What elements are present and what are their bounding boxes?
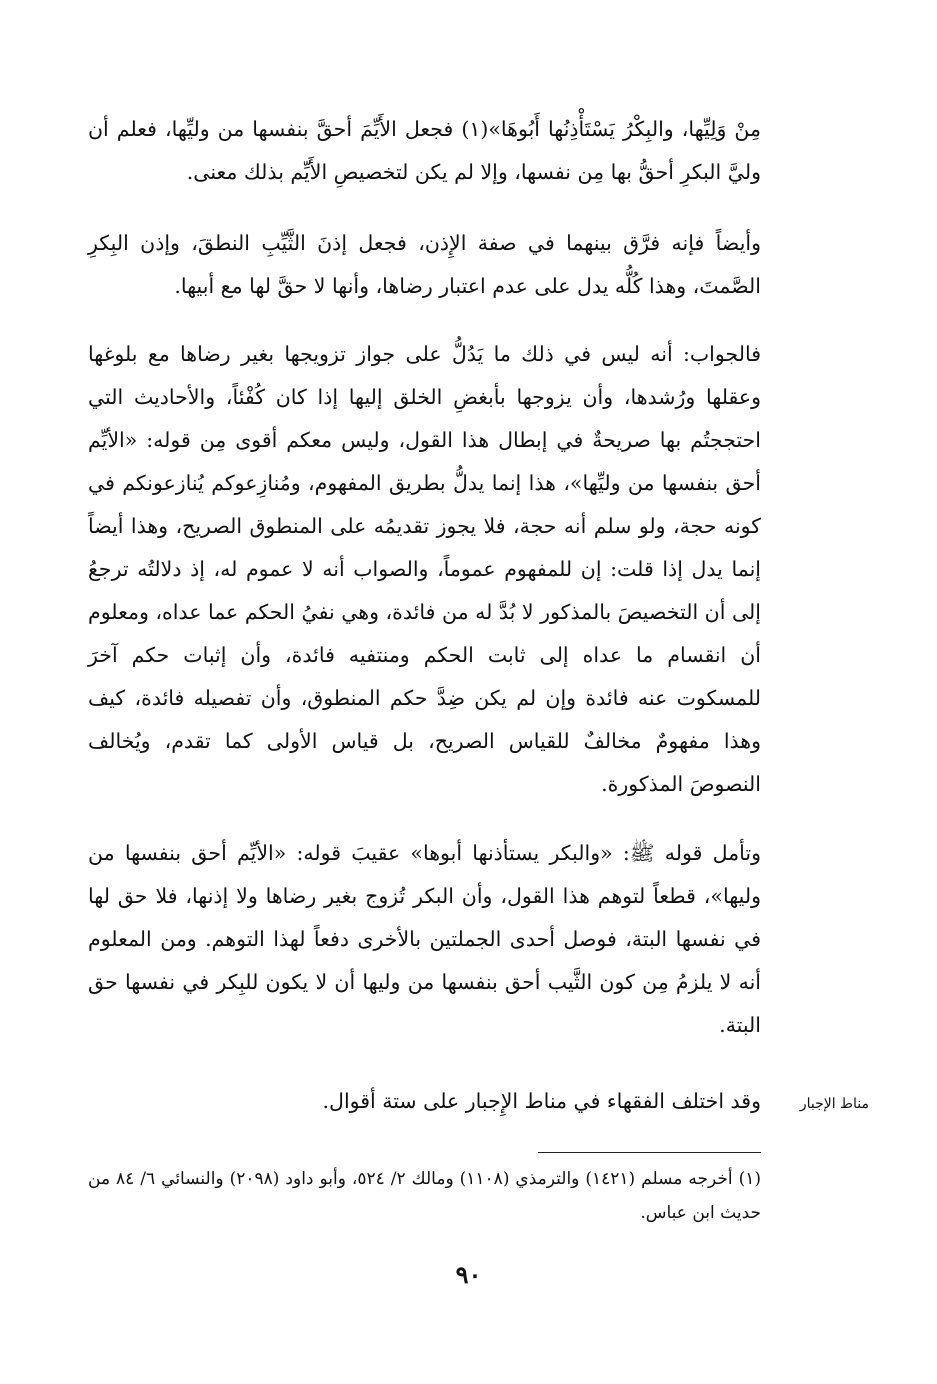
footnote: (١) أخرجه مسلم (١٤٢١) والترمذي (١١٠٨) ومالك ٢/ ٥٢٤، وأبو داود (٢٠٩٨) والنسائي ٦/ ٨٤ من حديث ابن عباس.: [88, 1169, 761, 1223]
paragraph: مِنْ وَلِيِّها، والبِكْرُ يَسْتَأْذِنُها أَبُوهَا»(١) فجعل الأَيِّمَ أحقَّ بنفسها من وليِّها، فعلم أن وليَّ البكرِ أحقُّ بها مِن نفسها، وإلا لم يكن لتخصيصِ الأَيِّم بذلك معنى.: [88, 117, 762, 184]
paragraph: وتأمل قوله ﷺ: «والبكر يستأذنها أبوها» عقيبَ قوله: «الأيِّم أحق بنفسها من وليها»، قطعاً لتوهم هذا القول، وأن البكر تُزوج بغير رضاها ولا إذنها، فلا حق لها في نفسها البتة، فوصل أحدى الجملتين بالأخرى دفعاً لهذا التوهم. ومن المعلوم أنه لا يلزمُ مِن كون الثَّيب أحق بنفسها من وليها أن لا يكون للبِكر في نفسها حق البتة.: [88, 841, 761, 1037]
paragraph: وقد اختلف الفقهاء في مناط الإِجبار على ستة أقوال.: [322, 1089, 761, 1113]
page-number: ٩٠: [455, 1260, 482, 1289]
footnote-divider: [538, 1152, 761, 1153]
paragraph: وأيضاً فإنه فرَّق بينهما في صفة الإِذن، فجعل إذنَ الثَّيِّبِ النطقَ، وإذن البِكرِ الصَّمتَ، وهذا كُلُّه يدل على عدم اعتبار رضاها، وأنها لا حقَّ لها مع أبيها.: [88, 231, 761, 298]
margin-note: مناط الإجبار: [799, 1096, 869, 1112]
paragraph: فالجواب: أنه ليس في ذلك ما يَدُلُّ على جواز تزويجها بغير رضاها مع بلوغها وعقلها ورُشدها، وأن يزوجها بأبغضِ الخلق إليها إذا كان كُفْئاً، والأحاديث التي احتججتُم بها صريحةٌ في إبطال هذا القول، وليس معكم أقوى مِن قوله: «الأيِّم أحق بنفسها من وليِّها»، هذا إنما يدلُّ بطريق المفهوم، ومُنازِعوكم يُنازعونكم في كونه حجة، ولو سلم أنه حجة، فلا يجوز تقديمُه على المنطوق الصريح، وهذا أيضاً إنما يدل إذا قلت: إن للمفهوم عموماً، والصواب أنه لا عموم له، إذ دلالتُه ترجعُ إلى أن التخصيصَ بالمذكور لا بُدَّ له من فائدة، وهي نفيُ الحكم عما عداه، ومعلوم أن انقسام ما عداه إلى ثابت الحكم ومنتفيه فائدة، وأن إثبات حكم آخرَ للمسكوت عنه فائدة وإن لم يكن ضِدَّ حكم المنطوق، وأن تفصيله فائدة، كيف وهذا مفهومٌ مخالفٌ للقياس الصريح، بل قياس الأولى كما تقدم، ويُخالف النصوصَ المذكورة.: [88, 342, 761, 796]
